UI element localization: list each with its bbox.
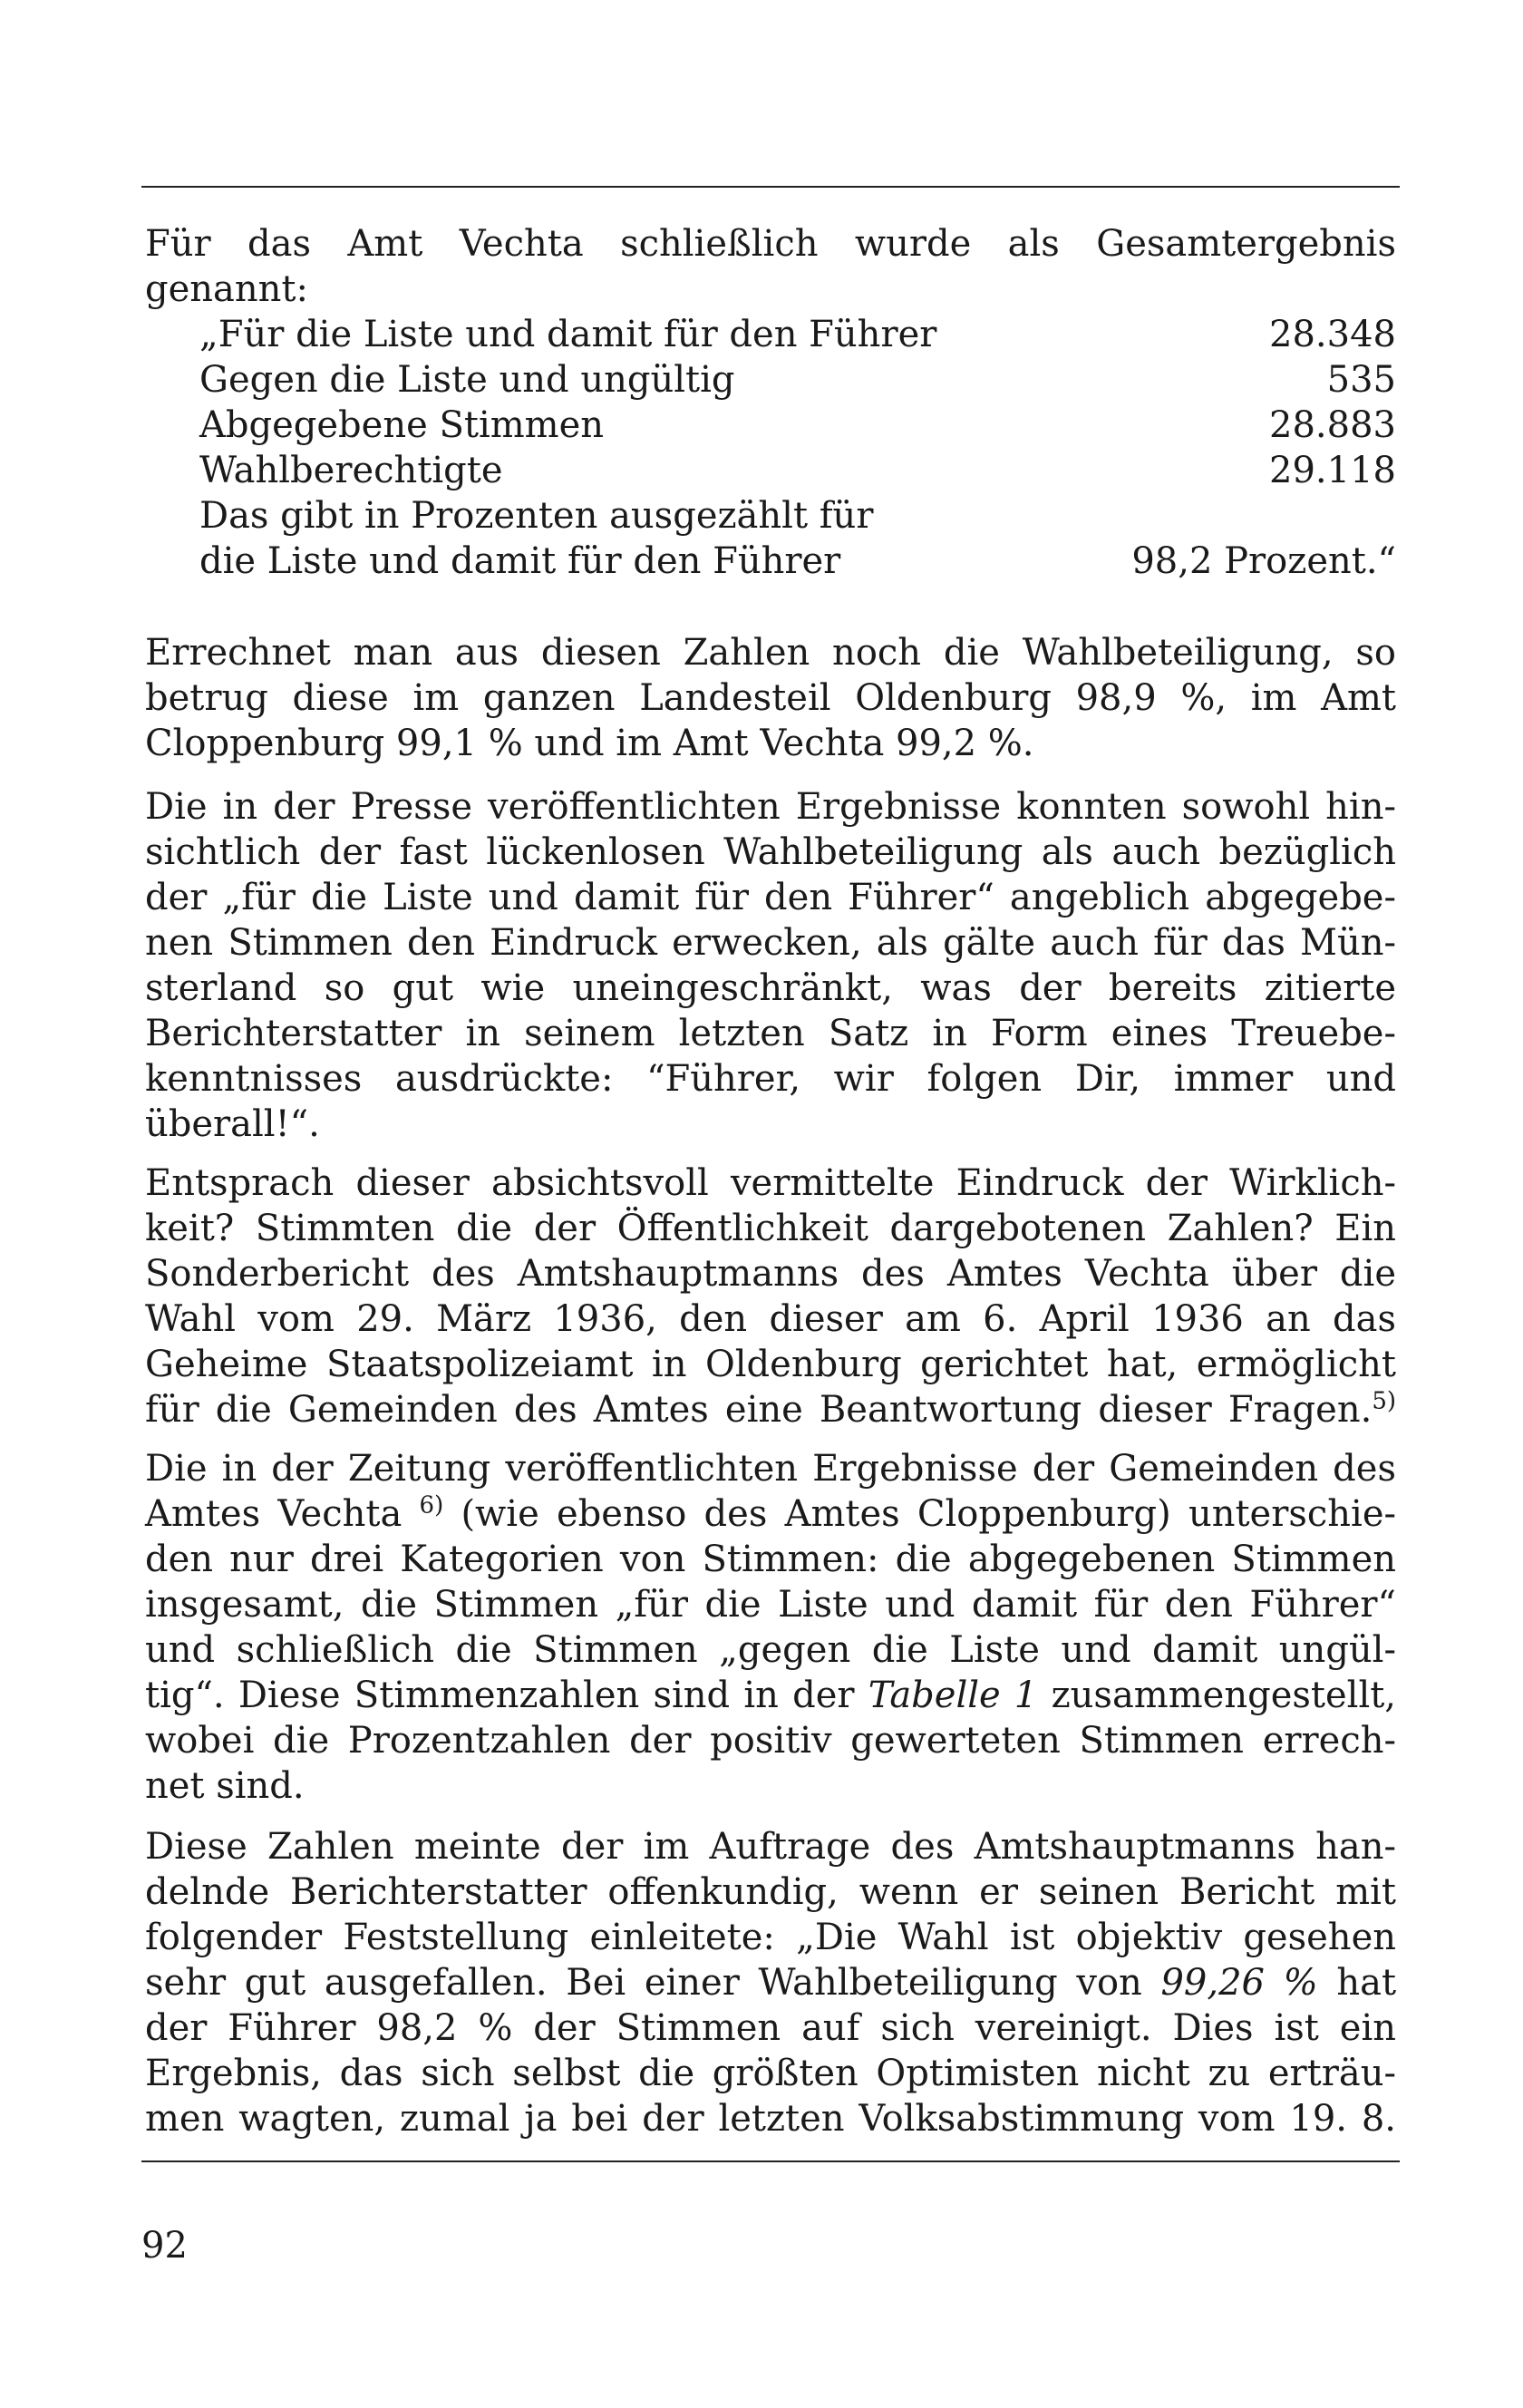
text-line: Geheime Staatspolizeiamt in Oldenburg gerichtet hat, ermöglicht	[145, 1344, 1396, 1385]
text-line: Cloppenburg 99,1 % und im Amt Vechta 99,2 %.	[145, 723, 1034, 764]
text-line	[145, 1960, 1396, 2005]
text-line: Entsprach dieser absichtsvoll vermittelte Eindruck der Wirklich-	[145, 1162, 1396, 1204]
result-row	[199, 493, 1396, 539]
text-line: Berichterstatter in seinem letzten Satz in Form eines Treuebe-	[145, 1013, 1396, 1054]
paragraph-press-results	[145, 784, 1396, 1147]
line-text: zusammengestellt,	[1051, 1675, 1397, 1716]
text-line: net sind.	[145, 1765, 305, 1807]
paragraph-special-report	[145, 1160, 1396, 1432]
text-line: wobei die Prozentzahlen der positiv gewerteten Stimmen errech-	[145, 1720, 1396, 1762]
line-text: für die Gemeinden des Amtes eine Beantwortung dieser Fragen.	[145, 1389, 1373, 1431]
text-line: sterland so gut wie uneingeschränkt, was der bereits zitierte	[145, 967, 1396, 1009]
footnote-marker: 5)	[1372, 1387, 1396, 1415]
text-line: delnde Berichterstatter offenkundig, wenn er seinen Bericht mit	[145, 1871, 1396, 1913]
result-label: Gegen die Liste und ungültig	[199, 359, 735, 401]
result-value: 29.118	[1269, 450, 1396, 491]
result-label: Wahlberechtigte	[199, 450, 503, 491]
text-line: den nur drei Kategorien von Stimmen: die abgegebenen Stimmen	[145, 1539, 1396, 1580]
line-text: hat	[1336, 1962, 1397, 2004]
line-text: Amtes Vechta	[145, 1493, 403, 1535]
emphasis-percentage: 99,26 %	[1160, 1962, 1318, 2004]
result-value: 28.883	[1269, 404, 1396, 446]
result-value: 28.348	[1269, 314, 1396, 355]
text-line: der Führer 98,2 % der Stimmen auf sich vereinigt. Dies ist ein	[145, 2007, 1396, 2049]
result-label: „Für die Liste und damit für den Führer	[199, 314, 937, 355]
result-label: Abgegebene Stimmen	[199, 404, 605, 446]
text-line: men wagten, zumal ja bei der letzten Volksabstimmung vom 19. 8.	[145, 2098, 1396, 2140]
result-row	[199, 312, 1396, 357]
text-line: Errechnet man aus diesen Zahlen noch die Wahlbeteiligung, so	[145, 632, 1396, 674]
text-line: insgesamt, die Stimmen „für die Liste und damit für den Führer“	[145, 1584, 1396, 1626]
footnote-marker: 6)	[419, 1491, 444, 1520]
text-line: genannt:	[145, 268, 308, 310]
text-line	[145, 1387, 1396, 1432]
text-line: überall!“.	[145, 1103, 320, 1145]
line-text: sehr gut ausgefallen. Bei einer Wahlbeteiligung von	[145, 1962, 1142, 2004]
top-rule	[141, 186, 1400, 188]
text-line: Sonderbericht des Amtshauptmanns des Amtes Vechta über die	[145, 1253, 1396, 1295]
election-results-table	[199, 312, 1396, 584]
text-line: Wahl vom 29. März 1936, den dieser am 6. April 1936 an das	[145, 1298, 1396, 1340]
result-value: 535	[1326, 359, 1396, 401]
result-row	[199, 539, 1396, 584]
text-line: kenntnisses ausdrückte: “Führer, wir folgen Dir, immer und	[145, 1058, 1396, 1100]
paragraph-turnout	[145, 630, 1396, 766]
result-label: die Liste und damit für den Führer	[199, 540, 841, 582]
text-line: Ergebnis, das sich selbst die größten Optimisten nicht zu erträu-	[145, 2053, 1396, 2094]
result-row	[199, 357, 1396, 403]
paragraph-reporter-quote	[145, 1824, 1396, 2141]
text-line	[145, 1491, 1396, 1537]
result-label: Das gibt in Prozenten ausgezählt für	[199, 495, 874, 537]
text-line: betrug diese im ganzen Landesteil Oldenburg 98,9 %, im Amt	[145, 677, 1396, 719]
text-line: Für das Amt Vechta schließlich wurde als Gesamtergebnis	[145, 223, 1396, 265]
bottom-rule	[141, 2160, 1400, 2162]
paragraph-newspaper-results	[145, 1446, 1396, 1809]
table-reference: Tabelle 1	[868, 1675, 1038, 1716]
text-line	[145, 1673, 1396, 1718]
result-row	[199, 403, 1396, 448]
text-line: der „für die Liste und damit für den Führer“ angeblich abgegebe-	[145, 877, 1396, 918]
text-line: keit? Stimmten die der Öffentlichkeit dargebotenen Zahlen? Ein	[145, 1208, 1396, 1249]
page-number: 92	[141, 2225, 188, 2267]
text-line: und schließlich die Stimmen „gegen die Liste und damit ungül-	[145, 1629, 1396, 1671]
text-line: Die in der Zeitung veröffentlichten Ergebnisse der Gemeinden des	[145, 1448, 1396, 1490]
text-line: sichtlich der fast lückenlosen Wahlbeteiligung als auch bezüglich	[145, 831, 1396, 873]
result-row	[199, 448, 1396, 493]
text-line: nen Stimmen den Eindruck erwecken, als gälte auch für das Mün-	[145, 922, 1396, 964]
line-text: (wie ebenso des Amtes Cloppenburg) unterschie-	[461, 1493, 1397, 1535]
intro-paragraph	[145, 221, 1396, 312]
line-text: tig“. Diese Stimmenzahlen sind in der	[145, 1675, 855, 1716]
result-value: 98,2 Prozent.“	[1131, 540, 1396, 582]
text-line: folgender Feststellung einleitete: „Die Wahl ist objektiv gesehen	[145, 1917, 1396, 1958]
text-line: Die in der Presse veröffentlichten Ergebnisse konnten sowohl hin-	[145, 786, 1396, 828]
text-line: Diese Zahlen meinte der im Auftrage des Amtshauptmanns han-	[145, 1826, 1396, 1868]
